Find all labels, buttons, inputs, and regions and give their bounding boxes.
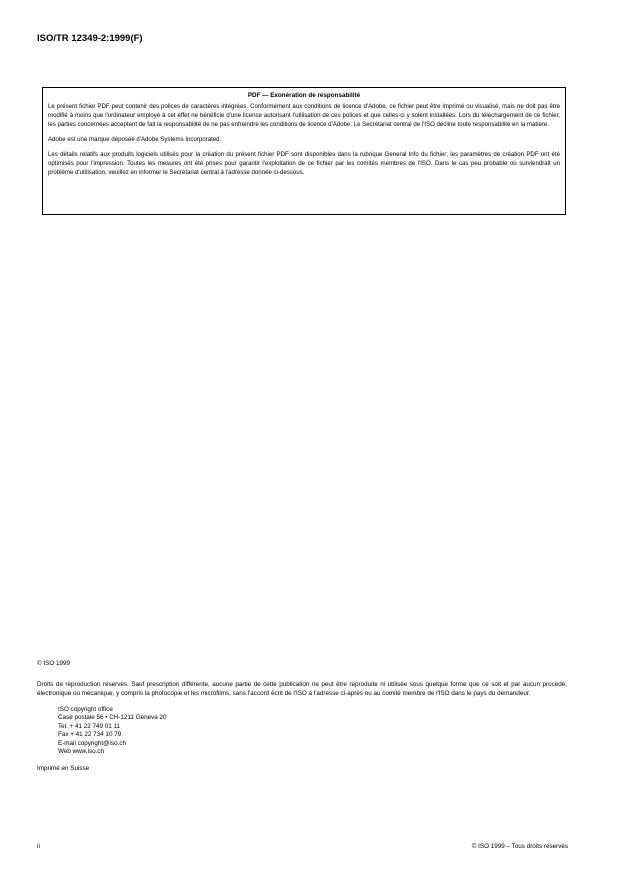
disclaimer-title: PDF — Exonération de responsabilité	[247, 92, 361, 99]
disclaimer-paragraph-fonts: Le présent fichier PDF peut contenir des polices de caractères intégrées. Conformément aux conditions de licence d'Adobe, ce fichier peut être imprimé ou visualisé, mais ne doit pas être modifié à moins que l'ordinateur employé à cet effet ne bénéficie d'une licence autorisant l'utilisation de ces polices et que celles-ci y soient installées. Lors du téléchargement de ce fichier, les parties concernées acceptent de fait la responsabilité de ne pas enfreindre les conditions de licence d'Adobe. Le Secrétariat central de l'ISO décline toute responsabilité en la matière.	[48, 103, 560, 128]
address-office: ISO copyright office	[58, 706, 113, 713]
page-number: ii	[37, 843, 40, 850]
printed-in: Imprimé en Suisse	[37, 765, 90, 773]
address-tel: Tel. + 41 22 749 01 11	[58, 722, 121, 730]
pdf-disclaimer-box	[42, 87, 566, 215]
iso-address	[37, 706, 567, 756]
address-web: Web www.iso.ch	[58, 748, 105, 756]
copyright-block	[37, 659, 567, 773]
address-email: E-mail copyright@iso.ch	[58, 739, 126, 747]
disclaimer-paragraph-trademark: Adobe est une marque déposée d'Adobe Systems Incorporated.	[48, 136, 222, 143]
address-postal: Case postale 56 • CH-1211 Geneva 20	[58, 714, 167, 722]
reproduction-rights: Droits de reproduction réservés. Sauf prescription différente, aucune partie de cette publication ne peut être reproduite ni utilisée sous quelque forme que ce soit et par aucun procédé, électronique ou mécanique, y compris la photocopie et les microfilms, sans l'accord écrit de l'ISO à l'adresse ci-après ou au comité membre de l'ISO dans le pays du demandeur.	[37, 681, 567, 697]
disclaimer-paragraph-details: Les détails relatifs aux produits logiciels utilisés pour la création du présent fichier PDF sont disponibles dans la rubrique General Info du fichier; les paramètres de création PDF ont été optimisés pour l'impression. Toutes les mesures ont été prises pour garantir l'exploitation de ce fichier par les comités membres de l'ISO. Dans le cas peu probable où surviendrait un problème d'utilisation, veuillez en informer le Secrétariat central à l'adresse donnée ci-dessous.	[48, 151, 560, 176]
copyright-symbol-line: © ISO 1999	[37, 660, 70, 667]
document-id: ISO/TR 12349-2:1999(F)	[37, 33, 143, 44]
address-fax: Fax + 41 22 734 10 79	[58, 731, 122, 739]
footer-copyright: © ISO 1999 – Tous droits réservés	[471, 843, 568, 850]
